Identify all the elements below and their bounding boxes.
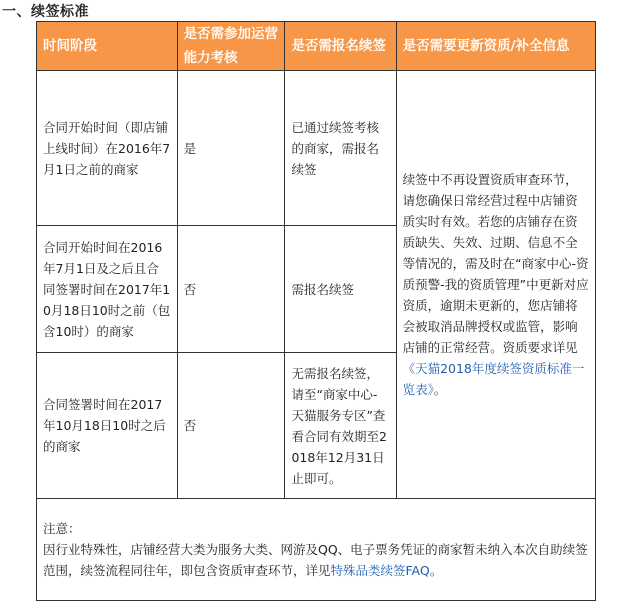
note-cell (37, 499, 596, 601)
note-text: 因行业特殊性，店铺经营大类为服务大类、网游及QQ、电子票务凭证的商家暂未纳入本次自助续签范围，续签流程同往年，即包含资质审查环节，详见 (43, 542, 588, 578)
row-assessment: 否 (177, 353, 285, 499)
row-assessment: 是 (177, 71, 285, 226)
row-signup: 需报名续签 (285, 226, 396, 353)
table-row (37, 71, 596, 226)
table-header-row (37, 22, 596, 71)
row-stage: 合同开始时间在2016年7月1日及之后且合同签署时间在2017年10月18日10时之前（包含10时）的商家 (37, 226, 178, 353)
section-title: 一、续签标准 (2, 4, 89, 20)
header-assessment: 是否需参加运营能力考核 (177, 22, 285, 71)
row-stage: 合同开始时间（即店铺上线时间）在2016年7月1日之前的商家 (37, 71, 178, 226)
row-signup: 已通过续签考核的商家，需报名续签 (285, 71, 396, 226)
row-assessment: 否 (177, 226, 285, 353)
note-label: 注意： (43, 521, 81, 536)
qualification-cell (396, 71, 595, 499)
qualification-text: 续签中不再设置资质审查环节，请您确保日常经营过程中店铺资质实时有效。若您的店铺存在资质缺失、失效、过期、信息不全等情况的，需及时在“商家中心-资质预警-我的资质管理”中更新对应资质，逾期未更新的，您店铺将会被取消品牌授权或监管，影响店铺的正常经营。资质要求详见 (402, 172, 589, 355)
header-qualification: 是否需要更新资质/补全信息 (396, 22, 595, 71)
special-category-faq-link[interactable]: 特殊品类续签FAQ (330, 563, 430, 578)
renewal-standard-table (36, 21, 596, 601)
note-row (37, 499, 596, 601)
row-signup: 无需报名续签，请至“商家中心-天猫服务专区”查看合同有效期至2018年12月31日止即可。 (285, 353, 396, 499)
row-stage: 合同签署时间在2017年10月18日10时之后的商家 (37, 353, 178, 499)
header-signup: 是否需报名续签 (285, 22, 396, 71)
qualification-end: 。 (433, 382, 447, 397)
header-time-stage: 时间阶段 (37, 22, 178, 71)
qualification-standard-link[interactable]: 《天猫2018年度续签资质标准一览表》 (402, 361, 585, 397)
note-end: 。 (429, 563, 443, 578)
